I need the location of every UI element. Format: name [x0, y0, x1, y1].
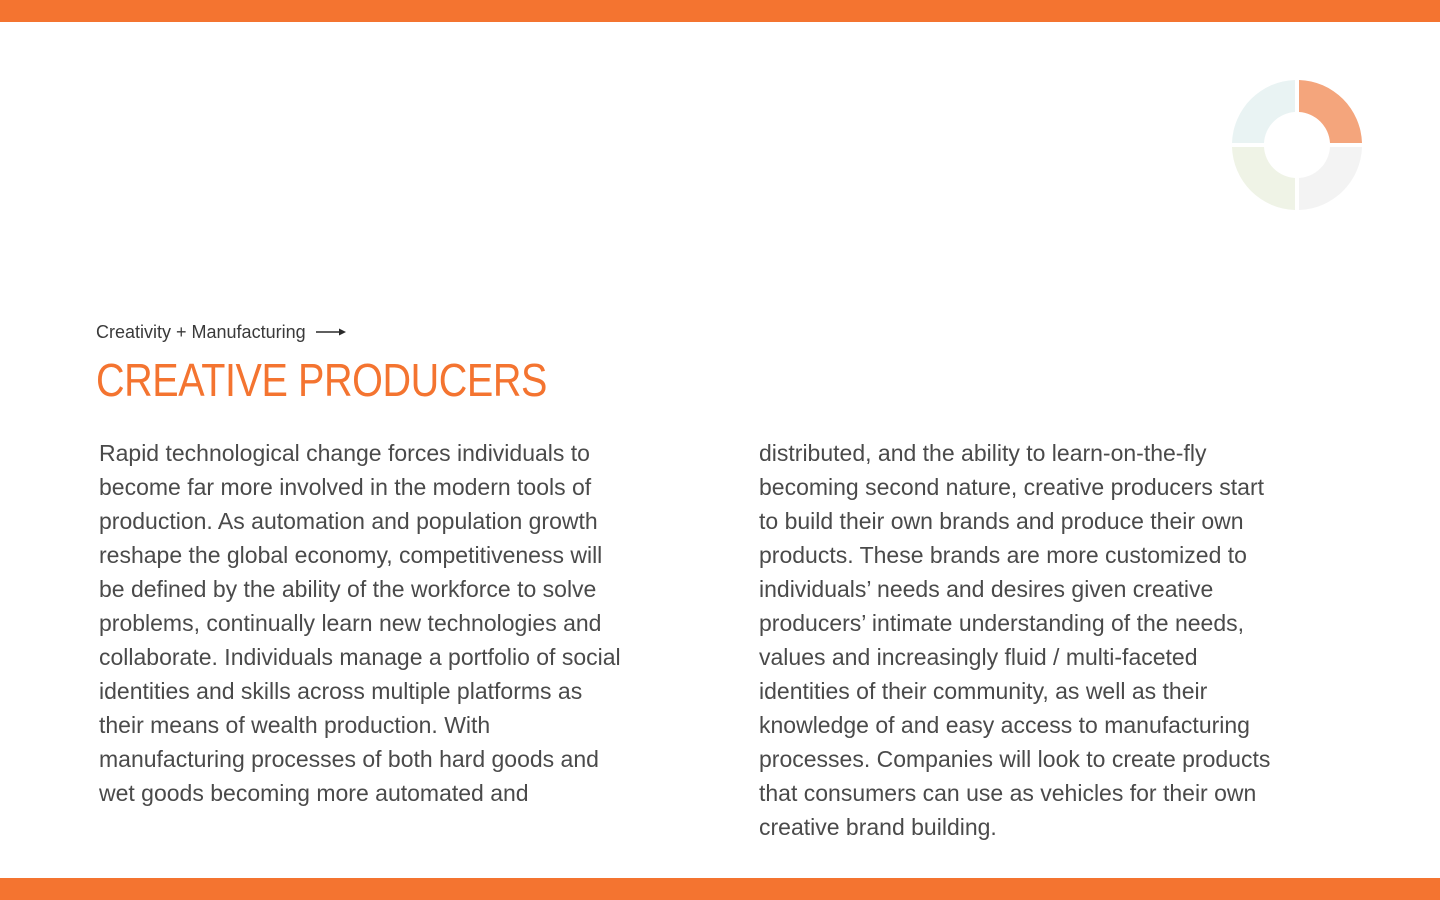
body-text-line: become far more involved in the modern tools of	[99, 474, 592, 500]
body-text-line: producers’ intimate understanding of the needs,	[759, 610, 1245, 636]
body-text-line: reshape the global economy, competitiveness will	[99, 542, 603, 568]
body-text-line: manufacturing processes of both hard goods and	[99, 746, 599, 772]
section-breadcrumb[interactable]	[96, 320, 346, 344]
body-column-left	[99, 436, 699, 810]
body-text-line: collaborate. Individuals manage a portfolio of social	[99, 644, 621, 670]
body-text-line: be defined by the ability of the workforce to solve	[99, 576, 597, 602]
body-text-line: individuals’ needs and desires given creative	[759, 576, 1214, 602]
body-text-line: products. These brands are more customized to	[759, 542, 1247, 568]
body-column-right	[759, 436, 1359, 844]
top-accent-bar	[0, 0, 1440, 22]
body-text-line: values and increasingly fluid / multi-faceted	[759, 644, 1198, 670]
body-text-line: wet goods becoming more automated and	[99, 780, 529, 806]
donut-segment-3	[1232, 147, 1295, 210]
body-text-line: problems, continually learn new technologies and	[99, 610, 602, 636]
body-text-line: to build their own brands and produce their own	[759, 508, 1244, 534]
body-text-line: creative brand building.	[759, 814, 997, 840]
body-text-line: identities and skills across multiple platforms as	[99, 678, 583, 704]
body-text-line: Rapid technological change forces individuals to	[99, 440, 590, 466]
arrow-right-icon	[316, 327, 346, 337]
breadcrumb-label: Creativity + Manufacturing	[96, 321, 306, 342]
body-text-line: becoming second nature, creative producers start	[759, 474, 1264, 500]
body-text-line: distributed, and the ability to learn-on-the-fly	[759, 440, 1207, 466]
body-text-line: that consumers can use as vehicles for their own	[759, 780, 1257, 806]
bottom-accent-bar	[0, 878, 1440, 900]
body-text-line: their means of wealth production. With	[99, 712, 491, 738]
donut-segment-2	[1299, 147, 1362, 210]
page-title: CREATIVE PRODUCERS	[96, 354, 547, 406]
donut-segment-1	[1299, 80, 1362, 143]
donut-segment-4	[1232, 80, 1295, 143]
body-text-line: knowledge of and easy access to manufacturing	[759, 712, 1250, 738]
body-text-line: processes. Companies will look to create products	[759, 746, 1271, 772]
progress-donut-icon	[1231, 79, 1363, 211]
body-text-line: production. As automation and population growth	[99, 508, 598, 534]
body-text-line: identities of their community, as well as their	[759, 678, 1208, 704]
